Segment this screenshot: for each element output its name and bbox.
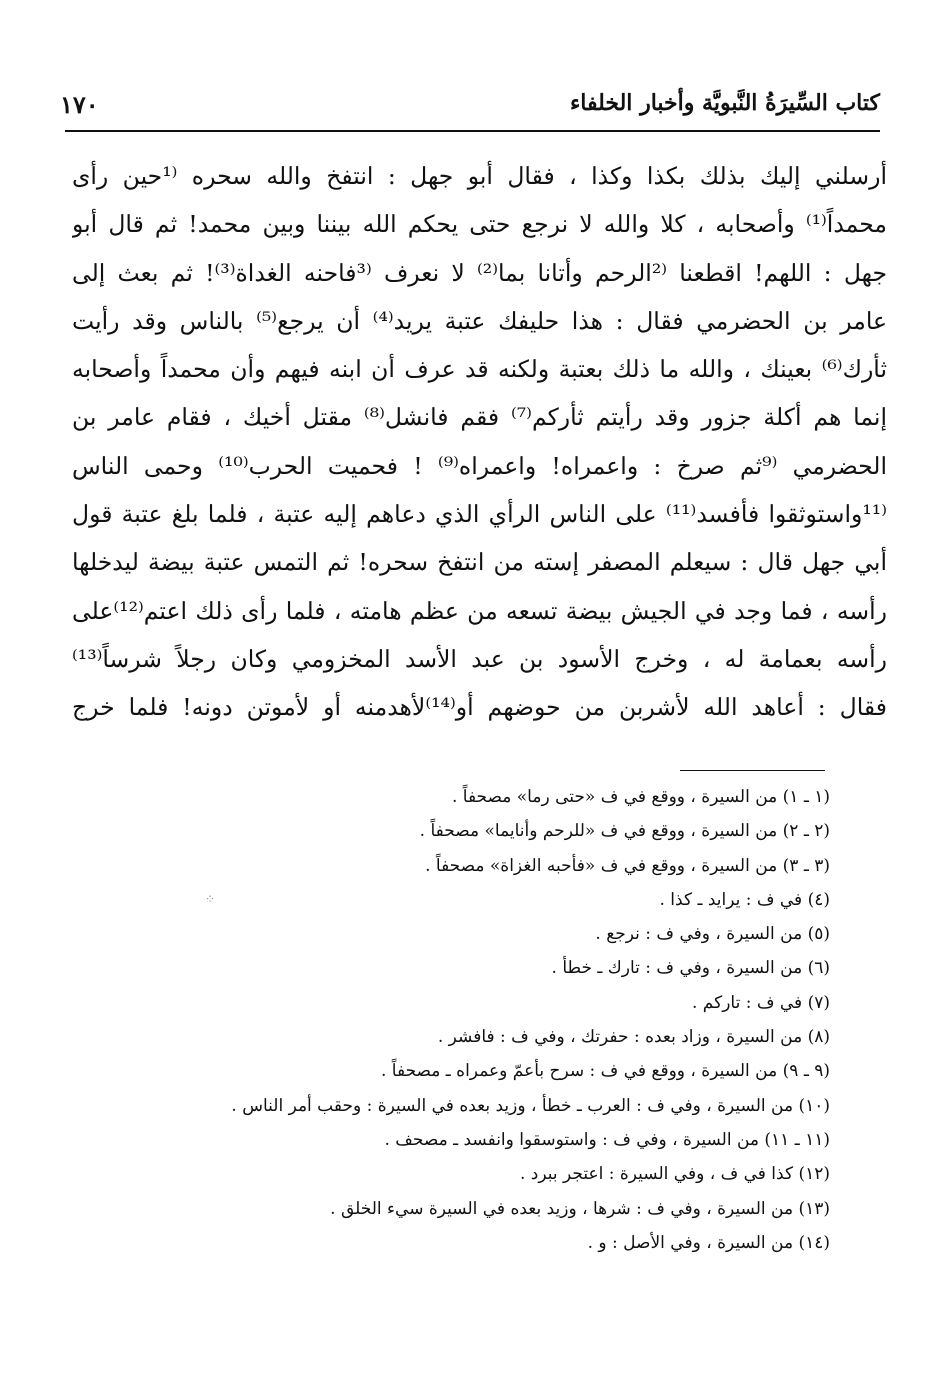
text-line: ثأرك⁽⁶⁾ بعينك ، والله ما ذلك بعتبة ولكنه قد عرف أن ابنه فيهم وأن محمداً وأصحابه <box>72 355 887 384</box>
text-line: أرسلني إليك بذلك بكذا وكذا ، فقال أبو جهل : انتفخ والله سحره ⁽¹حين رأى <box>72 162 887 190</box>
footnotes <box>130 780 830 1260</box>
text-line: رأسه بعمامة له ، وخرج الأسود بن عبد الأسد المخزومي وكان رجلاً شرساً⁽¹³⁾ <box>72 644 887 673</box>
text-line: عامر بن الحضرمي فقال : هذا حليفك عتبة يريد⁽⁴⁾ أن يرجع⁽⁵⁾ بالناس وقد رأيت <box>72 306 887 335</box>
text-line: رأسه ، فما وجد في الجيش بيضة تسعه من عظم هامته ، فلما رأى ذلك اعتم⁽¹²⁾على <box>72 596 887 625</box>
footnote: (٤) في ف : يرايد ـ كذا . <box>659 889 830 910</box>
footnote: (٢ ـ ٢) من السيرة ، ووقع في ف «للرحم وأنايما» مصحفاً . <box>419 821 830 842</box>
page-number: ١٧٠ <box>60 90 99 119</box>
footnote: (٨) من السيرة ، وزاد بعده : حفرتك ، وفي ف : فافشر . <box>437 1027 830 1048</box>
footnote: (١ ـ ١) من السيرة ، ووقع في ف «حتى رما» مصحفاً . <box>451 787 830 807</box>
footnote: (٩ ـ ٩) من السيرة ، ووقع في ف : سرح بأعمّ وعمراه ـ مصحفاً . <box>380 1061 830 1082</box>
footnote: (٥) من السيرة ، وفي ف : نرجع . <box>595 924 830 945</box>
footnote: (١١ ـ ١١) من السيرة ، وفي ف : واستوسقوا وانفسد ـ مصحف . <box>384 1129 830 1150</box>
header-rule <box>65 130 880 132</box>
footnote: (١٠) من السيرة ، وفي ف : العرب ـ خطأ ، وزيد بعده في السيرة : وحقب أمر الناس . <box>231 1095 830 1116</box>
text-line: محمداً⁽¹⁾ وأصحابه ، كلا والله لا نرجع حتى يحكم الله بيننا وبين محمد! ثم قال أبو <box>72 210 887 239</box>
footnote-separator <box>680 770 825 771</box>
running-header <box>60 88 880 128</box>
header-title: كتاب السِّيرَةُ النَّبويَّة وأخبار الخلفاء <box>569 90 880 116</box>
footnote: (٦) من السيرة ، وفي ف : تارك ـ خطأ . <box>551 958 830 979</box>
text-line: الحضرمي ⁽⁹ثم صرخ : واعمراه! واعمراه⁽⁹⁾ ! فحميت الحرب⁽¹⁰⁾ وحمى الناس <box>72 451 887 480</box>
main-text <box>72 152 887 732</box>
footnote: (٣ ـ ٣) من السيرة ، ووقع في ف «فأحبه الغزاة» مصحفاً . <box>425 855 830 876</box>
text-line: إنما هم أكلة جزور وقد رأيتم ثأركم⁽⁷⁾ فقم فانشل⁽⁸⁾ مقتل أخيك ، فقام عامر بن <box>72 403 887 432</box>
text-line: أبي جهل قال : سيعلم المصفر إسته من انتفخ سحره! ثم التمس عتبة بيضة ليدخلها <box>72 548 887 577</box>
footnote: (١٢) كذا في ف ، وفي السيرة : اعتجر ببرد . <box>519 1164 830 1185</box>
text-line: فقال : أعاهد الله لأشربن من حوضهم أو⁽¹⁴⁾لأهدمنه أو لأموتن دونه! فلما خرج <box>72 693 887 722</box>
text-line: ⁽¹¹واستوثقوا فأفسد⁽¹¹⁾ على الناس الرأي الذي دعاهم إليه عتبة ، فلما بلغ عتبة قول <box>72 500 887 529</box>
footnote: (٧) في ف : تاركم . <box>691 992 830 1013</box>
text-line: جهل : اللهم! اقطعنا ⁽²الرحم وأتانا بما⁽²⁾ لا نعرف ⁽³فاحنه الغداة⁽³⁾! ثم بعث إلى <box>72 258 887 287</box>
scan-speck: ⁘ <box>205 892 216 906</box>
footnote: (١٣) من السيرة ، وفي ف : شرها ، وزيد بعده في السيرة سيء الخلق . <box>330 1198 830 1219</box>
footnote: (١٤) من السيرة ، وفي الأصل : و . <box>587 1232 830 1253</box>
